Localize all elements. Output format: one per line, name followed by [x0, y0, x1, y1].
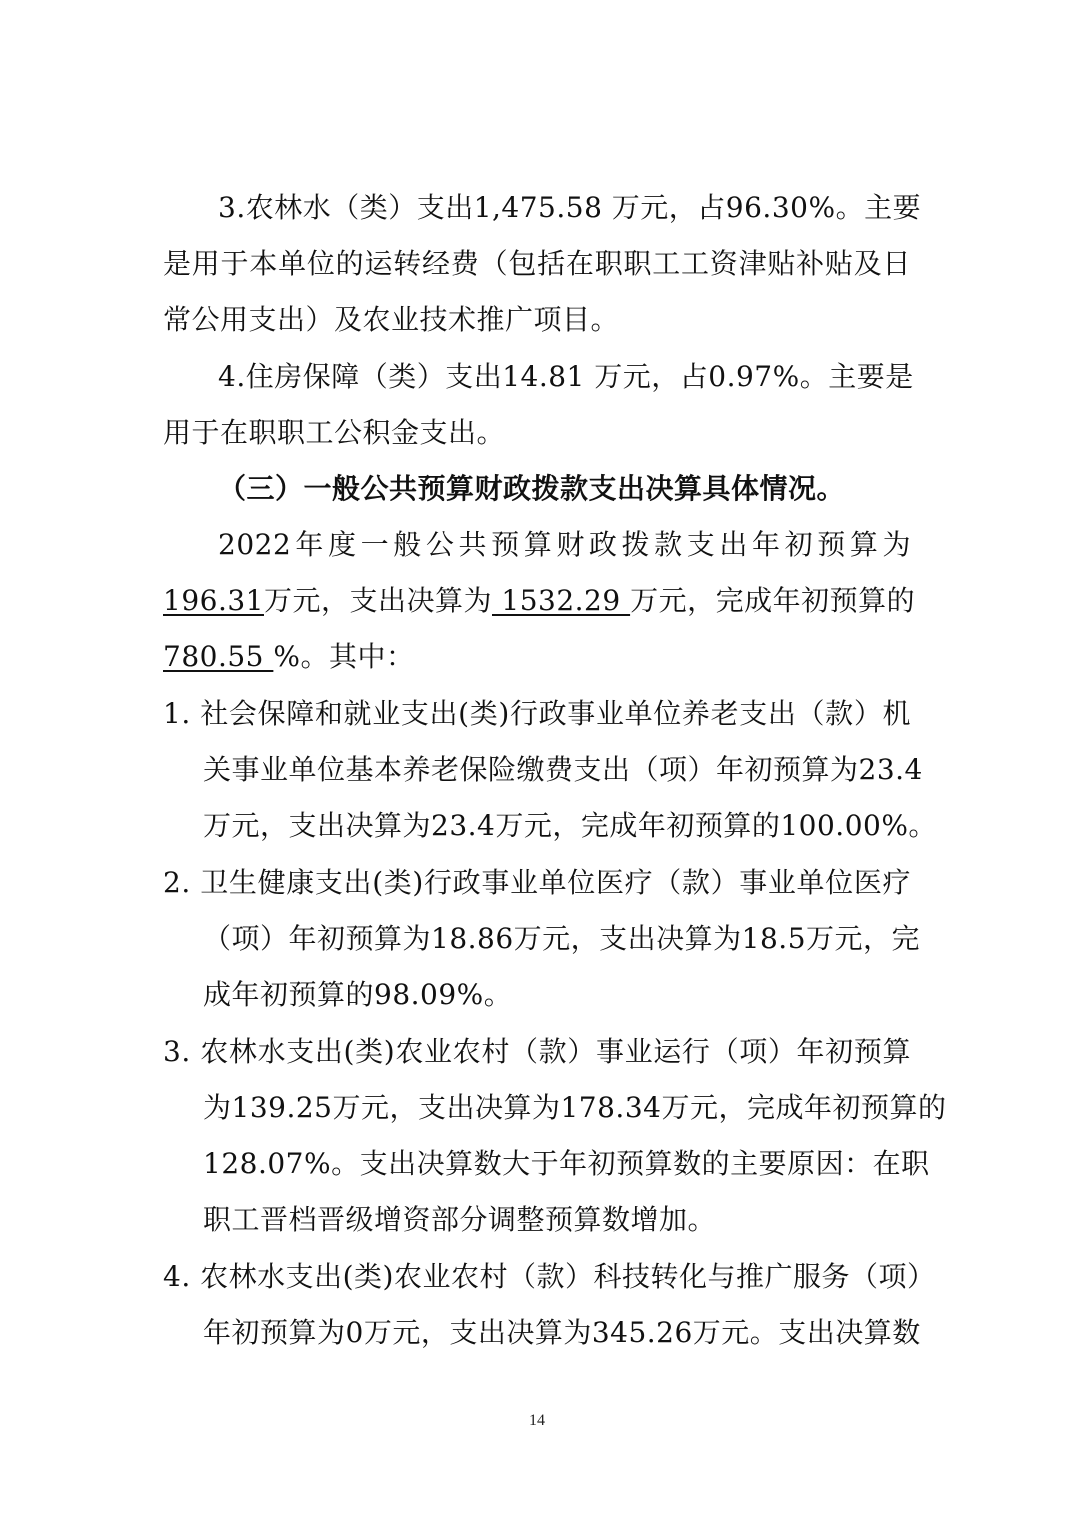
- paragraph-agriculture-line-2: 是用于本单位的运转经费（包括在职职工工资津贴补贴及日: [163, 247, 911, 280]
- list-item-3-line-4: 职工晋档晋级增资部分调整预算数增加。: [203, 1203, 717, 1236]
- summary-text-1: 万元，支出决算为: [263, 584, 492, 617]
- section-heading: （三）一般公共预算财政拨款支出决算具体情况。: [218, 472, 846, 505]
- summary-line-1: 2022年度一般公共预算财政拨款支出年初预算为: [218, 528, 911, 561]
- list-item-3-line-1: 3. 农林水支出(类)农业农村（款）事业运行（项）年初预算: [163, 1035, 911, 1068]
- list-item-2-line-1: 2. 卫生健康支出(类)行政事业单位医疗（款）事业单位医疗: [163, 866, 911, 899]
- paragraph-housing-line-1: 4.住房保障（类）支出14.81 万元，占0.97%。主要是: [218, 360, 914, 393]
- paragraph-agriculture-line-3: 常公用支出）及农业技术推广项目。: [163, 303, 620, 336]
- list-item-4-line-1: 4. 农林水支出(类)农业农村（款）科技转化与推广服务（项）: [163, 1260, 936, 1293]
- actual-value: 1532.29: [492, 584, 631, 617]
- page-number: 14: [529, 1412, 545, 1429]
- budget-value: 196.31: [163, 584, 264, 617]
- list-item-3-line-2: 为139.25万元，支出决算为178.34万元，完成年初预算的: [203, 1091, 947, 1124]
- completion-rate: 780.55: [163, 640, 274, 673]
- summary-text-3: %。其中：: [273, 640, 415, 673]
- paragraph-agriculture-line-1: 3.农林水（类）支出1,475.58 万元，占96.30%。主要: [218, 191, 922, 224]
- list-item-1-line-1: 1. 社会保障和就业支出(类)行政事业单位养老支出（款）机: [163, 697, 911, 730]
- summary-text-2: 万元，完成年初预算的: [630, 584, 916, 617]
- summary-line-3: [163, 637, 911, 677]
- list-item-4-line-2: 年初预算为0万元，支出决算为345.26万元。支出决算数: [203, 1316, 921, 1349]
- list-item-2-line-3: 成年初预算的98.09%。: [203, 978, 513, 1011]
- paragraph-housing-line-2: 用于在职职工公积金支出。: [163, 416, 506, 449]
- list-item-2-line-2: （项）年初预算为18.86万元，支出决算为18.5万元，完: [203, 922, 921, 955]
- list-item-1-line-3: 万元，支出决算为23.4万元，完成年初预算的100.00%。: [203, 809, 937, 842]
- list-item-3-line-3: 128.07%。支出决算数大于年初预算数的主要原因：在职: [203, 1147, 930, 1180]
- list-item-1-line-2: 关事业单位基本养老保险缴费支出（项）年初预算为23.4: [203, 753, 923, 786]
- summary-line-2: [163, 581, 916, 621]
